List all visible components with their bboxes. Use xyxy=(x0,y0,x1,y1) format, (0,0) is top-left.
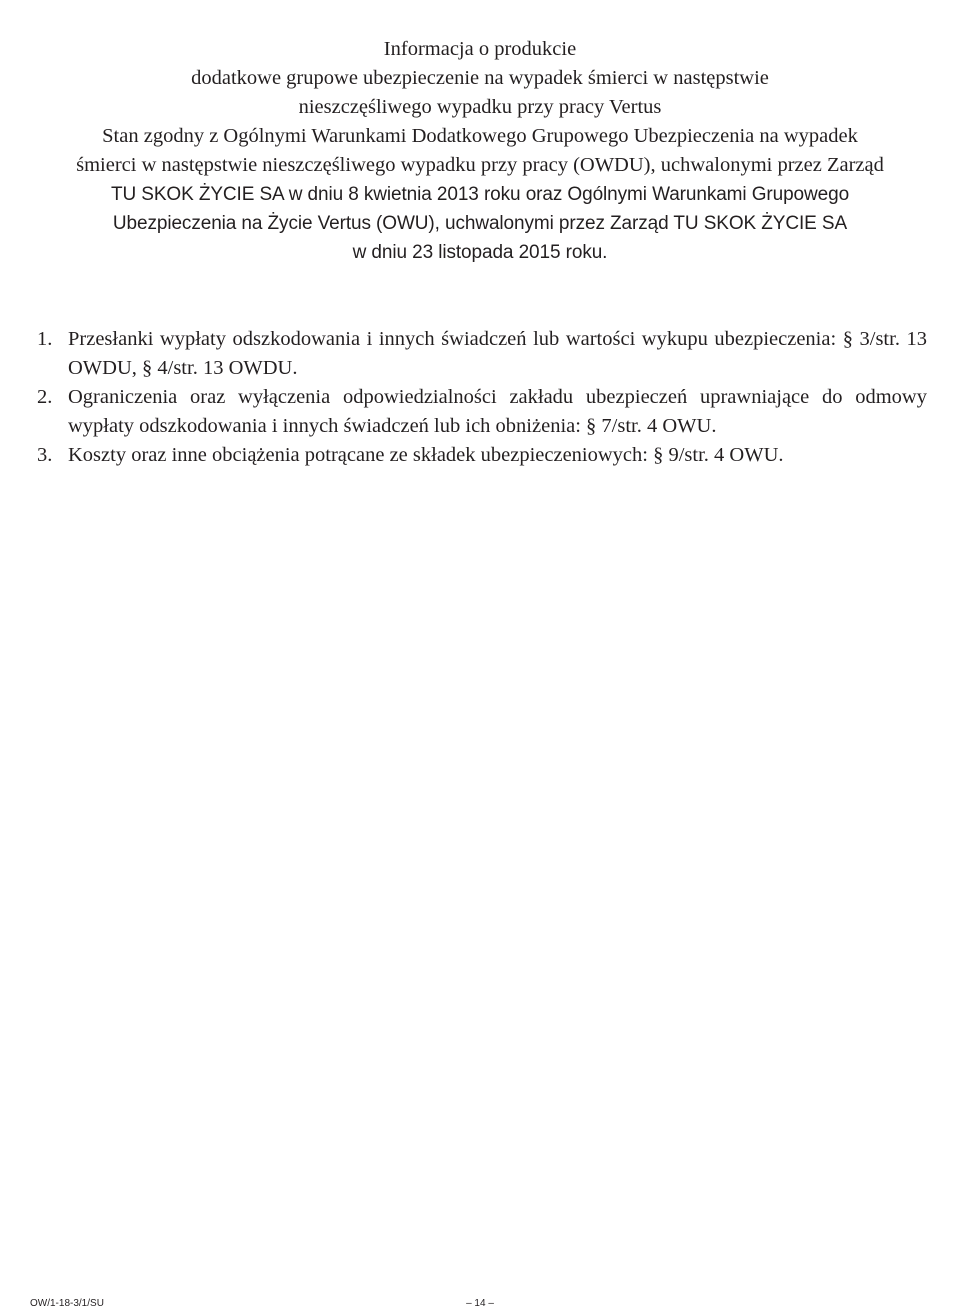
list-item-number: 3. xyxy=(37,444,53,466)
header-status-line-3: TU SKOK ŻYCIE SA w dniu 8 kwietnia 2013 roku oraz Ogólnymi Warunkami Grupowego xyxy=(110,184,850,205)
document-header xyxy=(40,35,920,267)
header-title: Informacja o produkcie xyxy=(383,38,577,60)
list-item xyxy=(37,325,927,383)
header-status-line-5: w dniu 23 listopada 2015 roku. xyxy=(352,242,608,263)
header-status-line-4: Ubezpieczenia na Życie Vertus (OWU), uchwalonymi przez Zarząd TU SKOK ŻYCIE SA xyxy=(112,213,848,234)
list-item-number: 1. xyxy=(37,328,53,350)
list-item xyxy=(37,441,927,470)
numbered-list xyxy=(37,325,927,470)
list-item-text: Przesłanki wypłaty odszkodowania i innych świadczeń lub wartości wykupu ubezpieczenia: § 3/str. 13 OWDU, § 4/str. 13 OWDU. xyxy=(68,328,927,379)
list-item xyxy=(37,383,927,441)
list-item-text: Ograniczenia oraz wyłączenia odpowiedzialności zakładu ubezpieczeń uprawniające do odmowy wypłaty odszkodowania i innych świadczeń lub ich obniżenia: § 7/str. 4 OWU. xyxy=(68,386,927,437)
header-status-line-2: śmierci w następstwie nieszczęśliwego wypadku przy pracy (OWDU), uchwalonymi przez Zarząd xyxy=(76,154,884,176)
header-product-line-2: nieszczęśliwego wypadku przy pracy Vertus xyxy=(298,96,662,118)
footer-page-number: – 14 – xyxy=(466,1298,494,1309)
list-item-number: 2. xyxy=(37,386,53,408)
list-item-text: Koszty oraz inne obciążenia potrącane ze składek ubezpieczeniowych: § 9/str. 4 OWU. xyxy=(68,444,784,466)
footer-document-code: OW/1-18-3/1/SU xyxy=(30,1298,104,1309)
header-product-line-1: dodatkowe grupowe ubezpieczenie na wypadek śmierci w następstwie xyxy=(191,67,769,89)
header-status-line-1: Stan zgodny z Ogólnymi Warunkami Dodatkowego Grupowego Ubezpieczenia na wypadek xyxy=(102,125,858,147)
